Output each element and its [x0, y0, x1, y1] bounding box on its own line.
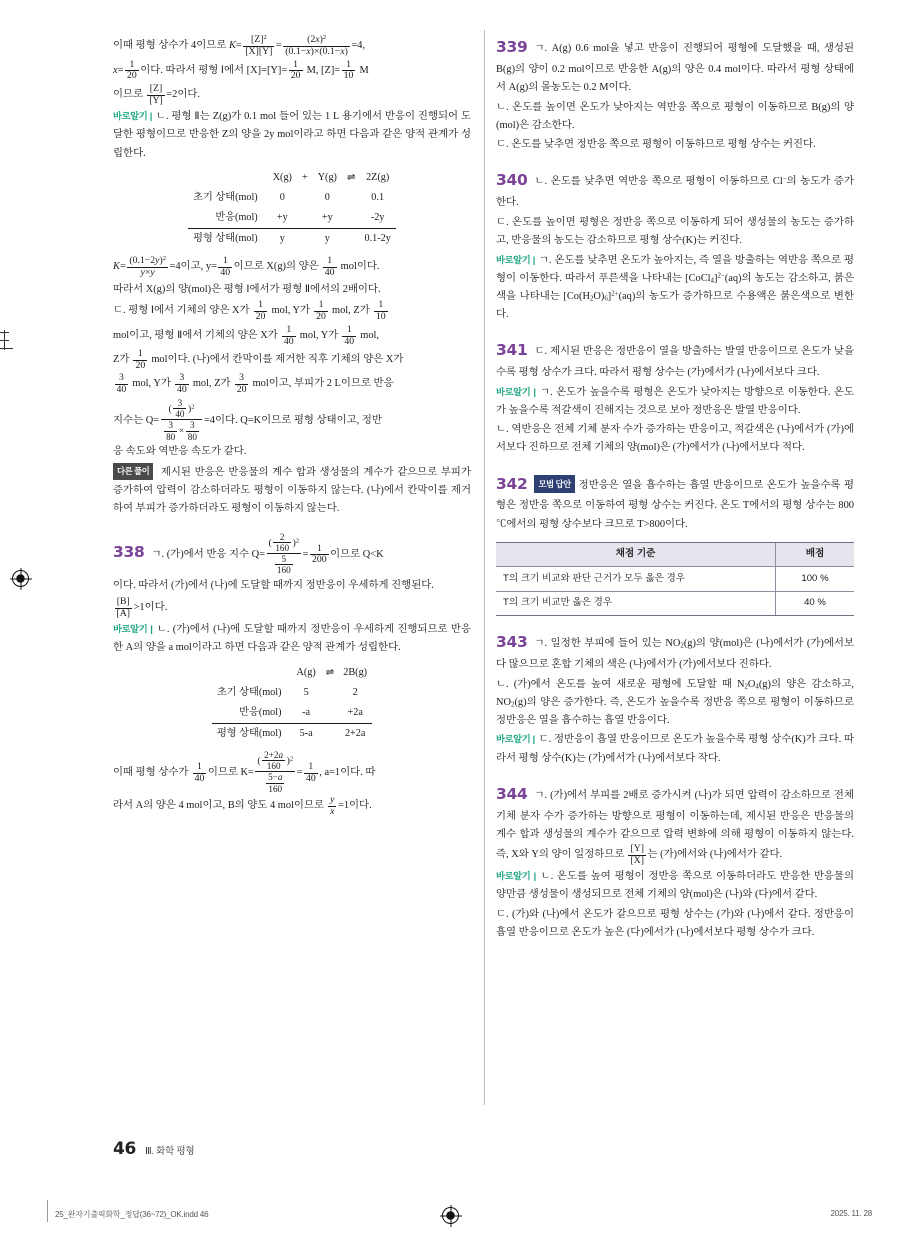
table-row	[188, 208, 396, 229]
table-row	[212, 662, 372, 682]
row-label: 평형 상태(mol)	[216, 727, 282, 739]
baro-algi-340: 바로알기 | ㄱ. 온도를 낮추면 온도가 높아지는, 즉 열을 방출하는 역반응 쪽으로 평형이 이동한다. 따라서 푸른색을 나타내는 [CoCl$_4$]$^{2-}$(aq)의 농도는 감소하고, 붉은색을 나타내는 $[Co(H_2O)_6]^{2+}(aq)$의 농도가 증가하므로 수용액은 붉은색으로 변한다.	[496, 252, 854, 324]
other-solution-337	[113, 463, 471, 518]
text-line	[496, 34, 854, 97]
text: 의 농도가 증가한다.	[496, 176, 854, 209]
text: 이므로 K=	[207, 766, 254, 778]
text: 정반응은 열을 흡수하는 흡열 반응이므로 온도가 높을수록 평형은 정반응 쪽으로 이동하여 평형 상수는 커진다. 온도 T에서의 평형 상수는 800 ℃에서의 평형 상수보다 크므로 T>800이다.	[496, 479, 854, 530]
text-line: 응 속도와 역반응 속도가 같다.	[113, 446, 247, 458]
cell: +2a	[338, 703, 372, 724]
text: (g)의 양은 감소하고, NO	[496, 678, 854, 708]
text: 이때 평형 상수가	[113, 766, 192, 778]
question-number-341: 341	[496, 341, 528, 360]
chapter-title: Ⅲ. 화학 평형	[145, 1146, 195, 1157]
solution-339	[496, 34, 854, 154]
text: =4이고, y=	[169, 261, 217, 273]
text: ㄷ. 제시된 반응은 정반응이 열을 방출하는 발열 반응이므로 온도가 낮을수록 평형 상수가 크다. 따라서 평형 상수는 (가)에서가 (나)에서보다 크다.	[496, 346, 854, 379]
plus-sign: +	[301, 171, 308, 183]
question-number-342: 342	[496, 474, 528, 493]
cell: -2y	[360, 208, 396, 229]
text: =4이다. Q=K이므로 평형 상태이고, 정반	[203, 414, 382, 426]
solution-342	[496, 471, 854, 617]
table-row	[212, 703, 372, 724]
score-cell: 40 %	[776, 591, 855, 615]
cell: +y	[268, 208, 297, 229]
solution-338	[113, 532, 471, 819]
text: ㄱ. (가)에서 반응 지수 Q=	[151, 548, 266, 560]
question-number-338: 338	[113, 543, 145, 562]
page-number: 46	[113, 1139, 137, 1159]
cell: 0.1-2y	[364, 233, 391, 245]
page-footer	[113, 1139, 194, 1159]
text: 이므로 X(g)의 양은	[233, 261, 322, 273]
text-line: ㄴ. 온도를 높이면 온도가 낮아지는 역반응 쪽으로 평형이 이동하므로 B(g)의 양(mol)은 감소한다.	[496, 101, 854, 131]
text: ㄷ. 평형 Ⅰ에서 기체의 양은 X가	[113, 305, 253, 317]
cell: y	[279, 233, 285, 245]
text: mol, Z가	[190, 378, 234, 390]
print-slug-filename: 25_완자기출픽화학_정답(36~72)_OK.indd 46	[55, 1210, 209, 1219]
text: =	[302, 548, 309, 560]
baro-algi-label: 바로알기 |	[496, 734, 535, 744]
baro-algi-343	[496, 731, 854, 767]
cell: 5-a	[299, 727, 313, 739]
solution-340	[496, 167, 854, 324]
registration-mark-left	[12, 570, 29, 587]
species-x: X(g)	[272, 171, 292, 183]
text: ㄷ. 정반응이 흡열 반응이므로 온도가 높을수록 평형 상수(K)가 크다. 따라서 평형 상수(K)는 (가)에서가 (나)에서보다 작다.	[496, 734, 854, 764]
text: =2이다.	[166, 88, 201, 100]
text: =	[296, 766, 303, 778]
text: Z가	[113, 353, 132, 365]
baro-algi-label: 바로알기 |	[496, 387, 536, 397]
row-label: 초기 상태(mol)	[216, 686, 282, 698]
row-label: 초기 상태(mol)	[193, 191, 258, 203]
text-line: ㄷ. 평형 Ⅰ에서 기체의 양은 X가 $\frac{1}{20}$ mol, Y가 $\frac{1}{20}$ mol, Z가 $\frac{1}{10}$	[113, 299, 386, 323]
text: ㄱ. A(g) 0.6 mol을 넣고 반응이 진행되어 평형에 도달했을 때, 생성된 B(g)의 양이 0.2 mol이므로 반응한 A(g)의 양은 0.4 mol이다. 따라서 평형 상태에서 A(g)의 몰농도는 0.2 M이다.	[496, 43, 854, 94]
text-line: 338 ㄱ. (가)에서 반응 지수 Q= ( $\frac{2}{160}$ )$^2$ $\frac{5}{160}$ = $\frac{1}{200}$ 이므로 Q<K	[113, 531, 384, 576]
text: mol, Y가	[268, 305, 313, 317]
text: O)	[593, 290, 605, 302]
cell: 2+2a	[344, 727, 366, 739]
text-line: ㄷ. 온도를 높이면 평형은 정반응 쪽으로 이동하게 되어 생성물의 농도는 증가하고, 반응물의 농도는 감소하므로 평형 상수(K)는 커진다.	[496, 217, 854, 247]
stoichiometry-table-ab	[212, 662, 372, 744]
text: 이때 평형 상수가 4이므로	[113, 40, 229, 51]
text: mol, Y가	[297, 329, 341, 341]
text: 이다. 따라서 평형 Ⅰ에서 [X]=[Y]=	[140, 64, 288, 76]
text: mol이고, 부피가 2 L이므로 반응	[249, 378, 394, 390]
text: ㄴ. (가)에서 (나)에 도달할 때까지 정반응이 우세하게 진행되므로 반응한 A의 양을 a mol이라고 하면 다음과 같은 양적 관계가 성립한다.	[113, 624, 471, 654]
text: mol, Y가	[129, 378, 174, 390]
solution-341	[496, 337, 854, 457]
question-number-339: 339	[496, 38, 528, 56]
text: 는 (가)에서와 (나)에서가 같다.	[647, 848, 783, 860]
species-a: A(g)	[296, 666, 316, 678]
crop-mark	[0, 348, 13, 349]
text: (aq)의 농도가 증가하므로 수용액은 붉은색으로 변한다.	[496, 290, 854, 320]
text-line: 340 ㄴ. 온도를 낮추면 역반응 쪽으로 평형이 이동하므로 Cl−의 농도가 증가한다.	[496, 171, 854, 209]
equilibrium-arrow: ⇌	[346, 171, 355, 183]
baro-algi-label: 바로알기 |	[496, 255, 535, 265]
text: 이므로	[113, 88, 146, 100]
text-line: 이므로 $\frac{[Z]}{[Y]}$ =2이다.	[113, 82, 201, 106]
crop-mark	[4, 330, 5, 350]
row-label: 반응(mol)	[188, 208, 268, 229]
equilibrium-arrow: ⇌	[325, 666, 334, 678]
baro-algi-337	[113, 108, 471, 162]
text: (g)의 양은 증가한다. 즉, 온도가 높을수록 정반응 쪽으로 평형이 이동하므로 정반응은 열을 흡수하는 흡열 반응이다.	[496, 696, 854, 726]
text-line: 이때 평형 상수가 4이므로 K= $\frac{[Z]^2}{[X][Y]}$ = $\frac{(2x)^2}{(0.1-x)\times(0.1-x)}$ =4,	[113, 34, 366, 58]
text-line: ㄷ. 온도를 낮추면 정반응 쪽으로 평형이 이동하므로 평형 상수는 커진다.	[496, 139, 816, 151]
column-header-criteria: 채점 기준	[496, 542, 776, 566]
text: ㄴ. 온도를 낮추면 역반응 쪽으로 평형이 이동하므로 Cl	[534, 176, 783, 188]
text: ㄱ. 일정한 부피에 들어 있는 NO	[534, 638, 681, 650]
text-line: ㄷ. (가)와 (나)에서 온도가 같으므로 평형 상수는 (가)와 (나)에서 같다. 정반응이 흡열 반응이므로 온도가 높은 (다)에서가 (나)에서보다 평형 상수가 크다.	[496, 908, 854, 938]
species-z: 2Z(g)	[366, 171, 390, 183]
text-line: K= $\frac{(0.1-2y)^2}{y\times y}$ =4이고, y= $\frac{1}{40}$ 이므로 X(g)의 양은 $\frac{1}{40}$ mol이다.	[113, 255, 380, 279]
text: mol, Z가	[329, 305, 373, 317]
slug-rule	[47, 1200, 48, 1222]
text: 라서 A의 양은 4 mol이고, B의 양도 4 mol이므로	[113, 800, 327, 812]
cell: y	[324, 233, 330, 245]
solution-343	[496, 629, 854, 768]
left-column	[113, 34, 471, 820]
column-divider	[484, 30, 485, 1105]
text: ㄴ. 온도를 높여 평형이 정반응 쪽으로 이동하더라도 반응한 반응물의 양만큼 생성물이 생성되므로 전체 기체의 양(mol)은 (나)와 (다)에서 같다.	[496, 871, 854, 901]
text: 지수는 Q=	[113, 414, 160, 426]
row-label: 반응(mol)	[212, 703, 292, 724]
text: 제시된 반응은 반응물의 계수 합과 생성물의 계수가 같으므로 부피가 증가하여 압력이 감소하더라도 평형이 이동하지 않는다. (나)에서 칸막이를 제거하여 부피가 증가하더라도 평형이 이동하지 않는다.	[113, 467, 471, 515]
text: M, [Z]=	[304, 64, 341, 76]
text-line: $\frac{[B]}{[A]}$ >1이다.	[116, 595, 168, 619]
table-row	[188, 188, 396, 208]
cell: 5	[303, 686, 309, 698]
text: ㄴ. 평형 Ⅱ는 Z(g)가 0.1 mol 들어 있는 1 L 용기에서 반응이 진행되어 도달한 평형이므로 반응한 Z의 양을 2y mol이라고 하면 다음과 같은 양적 관계가 성립한다.	[113, 111, 471, 159]
table-row	[188, 168, 396, 188]
solution-344	[496, 781, 854, 942]
cell: 0	[324, 191, 330, 203]
text: =4,	[351, 40, 366, 51]
print-slug-date: 2025. 11. 28	[830, 1209, 872, 1218]
text-line: Z가 $\frac{1}{20}$ mol이다. (나)에서 칸막이를 제거한 직후 기체의 양은 X가	[113, 348, 404, 371]
baro-algi-338	[113, 621, 471, 657]
solution-337-continued	[113, 34, 471, 519]
table-row	[496, 591, 854, 615]
cell: 0.1	[371, 191, 385, 203]
right-column	[496, 34, 854, 944]
text: O	[747, 678, 756, 690]
text: ㄱ. 온도가 높을수록 평형은 온도가 낮아지는 방향으로 이동한다. 온도가 높을수록 적갈색이 진해지는 것으로 보아 정반응은 발열 반응이다.	[496, 386, 854, 416]
table-row	[212, 682, 372, 702]
baro-algi-341	[496, 384, 854, 420]
text: mol이고, 평형 Ⅱ에서 기체의 양은 X가	[113, 329, 281, 341]
grading-rubric-table	[496, 542, 854, 616]
text: mol,	[357, 329, 380, 341]
text-line: 지수는 Q= ( $\frac{3}{40}$ )$^2$ $\frac{3}{80}$ × $\frac{3}{80}$ =4이다. Q=K이므로 평형 상태이고, 정반	[113, 397, 382, 442]
text: ㄱ. 온도를 낮추면 온도가 높아지는, 즉 열을 방출하는 역반응 쪽으로 평형이 이동한다. 따라서 푸른색을 나타내는 [CoCl	[496, 254, 854, 284]
score-cell: 100 %	[776, 567, 855, 591]
model-answer-label: 모범 답안	[534, 475, 574, 492]
text: (g)의 양(mol)은 (나)에서가 (가)에서보다 많으므로 혼합 기체의 색은 (나)에서가 (가)에서보다 진하다.	[496, 638, 854, 671]
species-y: Y(g)	[317, 171, 337, 183]
text-line: 343 ㄱ. 일정한 부피에 들어 있는 $NO_2(g)$의 양(mol)은 (나)에서가 (가)에서보다 많으므로 혼합 기체의 색은 (나)에서가 (가)에서보다 진하다.	[496, 633, 854, 671]
row-label: 평형 상태(mol)	[193, 233, 258, 245]
text: , a=1이다. 따	[319, 766, 376, 778]
text: ㄱ. (가)에서 부피를 2배로 증가시켜 (나)가 되면 압력이 감소하므로 전체 기체 분자 수가 증가하는 방향으로 평형이 이동하는데, 제시된 반응은 반응물의 계수 합과 생성물의 계수가 같으므로 압력 변화에 의해 평형이 이동하지 않는다. 즉, X와 Y의 양이 일정하므로	[496, 789, 854, 860]
registration-mark-bottom	[442, 1207, 459, 1224]
text-line: $\frac{3}{40}$ mol, Y가 $\frac{3}{40}$ mol, Z가 $\frac{3}{20}$ mol이고, 부피가 2 L이므로 반응	[116, 372, 394, 396]
text-line: 이때 평형 상수가 $\frac{1}{40}$ 이므로 K= ( $\frac{2+2a}{160}$ )$^2$ $\frac{5-a}{160}$ = $\frac{1}{40}$ , a=1이다. 따	[113, 749, 376, 794]
cell: 0	[279, 191, 285, 203]
text: mol이다.	[338, 261, 380, 273]
text-line: ㄴ. 역반응은 전체 기체 분자 수가 증가하는 반응이고, 적갈색은 (나)에서가 (가)에서보다 진하므로 전체 기체의 양(mol)은 (가)에서가 (나)에서보다 적다.	[496, 424, 854, 454]
text: >1이다.	[133, 601, 168, 613]
criteria-cell: T의 크기 비교와 판단 근거가 모두 옳은 경우	[496, 567, 776, 591]
text-line	[496, 471, 854, 534]
species-b: 2B(g)	[343, 666, 368, 678]
text-line: mol이고, 평형 Ⅱ에서 기체의 양은 X가 $\frac{1}{40}$ mol, Y가 $\frac{1}{40}$ mol,	[113, 323, 380, 347]
text-line: 344 ㄱ. (가)에서 부피를 2배로 증가시켜 (나)가 되면 압력이 감소하므로 전체 기체 분자 수가 증가하는 방향으로 평형이 이동하는데, 제시된 반응은 반응물의 계수 합과 생성물의 계수가 같으므로 압력 변화에 의해 평형이 이동하지 않는다. 즉, X와 Y의 양이 일정하므로 $\frac{[Y]}{[X]}$ 는 (가)에서와 (나)에서가 같다.	[496, 784, 854, 866]
criteria-cell: T의 크기 비교만 옳은 경우	[496, 591, 776, 615]
text: =1이다.	[337, 800, 372, 812]
baro-algi-label: 바로알기 |	[113, 111, 152, 121]
text-line: 이다. 따라서 (가)에서 (나)에 도달할 때까지 정반응이 우세하게 진행된다.	[113, 580, 434, 592]
baro-algi-344	[496, 868, 854, 904]
question-number-343: 343	[496, 633, 528, 652]
text: ㄴ. (가)에서 온도를 높여 새로운 평형에 도달할 때 N	[496, 678, 745, 690]
baro-algi-label: 바로알기 |	[496, 871, 536, 881]
question-number-344: 344	[496, 784, 528, 803]
baro-algi-label: 바로알기 |	[113, 624, 152, 634]
text: mol이다. (나)에서 칸막이를 제거한 직후 기체의 양은 X가	[148, 353, 404, 365]
text-line: ㄴ. (가)에서 온도를 높여 새로운 평형에 도달할 때 $N_2O_4(g)$의 양은 감소하고, $NO_2(g)$의 양은 증가한다. 즉, 온도가 높을수록 정반응 쪽으로 평형이 이동하므로 정반응은 열을 흡수하는 흡열 반응이다.	[496, 678, 854, 726]
table-row	[188, 228, 396, 249]
text-line	[496, 337, 854, 382]
text-line: 라서 A의 양은 4 mol이고, B의 양도 4 mol이므로 $\frac{y}{x}$ =1이다.	[113, 794, 372, 818]
text-line: 따라서 X(g)의 양(mol)은 평형 Ⅰ에서가 평형 Ⅱ에서의 2배이다.	[113, 283, 381, 295]
other-solution-label: 다른 풀이	[113, 463, 153, 480]
stoichiometry-table-xyz	[188, 168, 396, 250]
table-row	[212, 723, 372, 744]
text: M	[356, 64, 369, 76]
cell: 2	[352, 686, 358, 698]
cell: -a	[291, 703, 320, 724]
text: (aq)의 농도는 감소하고, 붉은색을 나타내는 [Co(H	[496, 272, 855, 302]
question-number-340: 340	[496, 171, 528, 190]
text-line: x= $\frac{1}{20}$ 이다. 따라서 평형 Ⅰ에서 [X]=[Y]= $\frac{1}{20}$ M, [Z]= $\frac{1}{10}$ M	[113, 58, 369, 82]
cell: +y	[313, 208, 342, 229]
table-row	[496, 567, 854, 591]
table-header-row	[496, 542, 854, 566]
text: 이므로 Q<K	[330, 548, 384, 560]
column-header-score: 배점	[776, 542, 855, 566]
